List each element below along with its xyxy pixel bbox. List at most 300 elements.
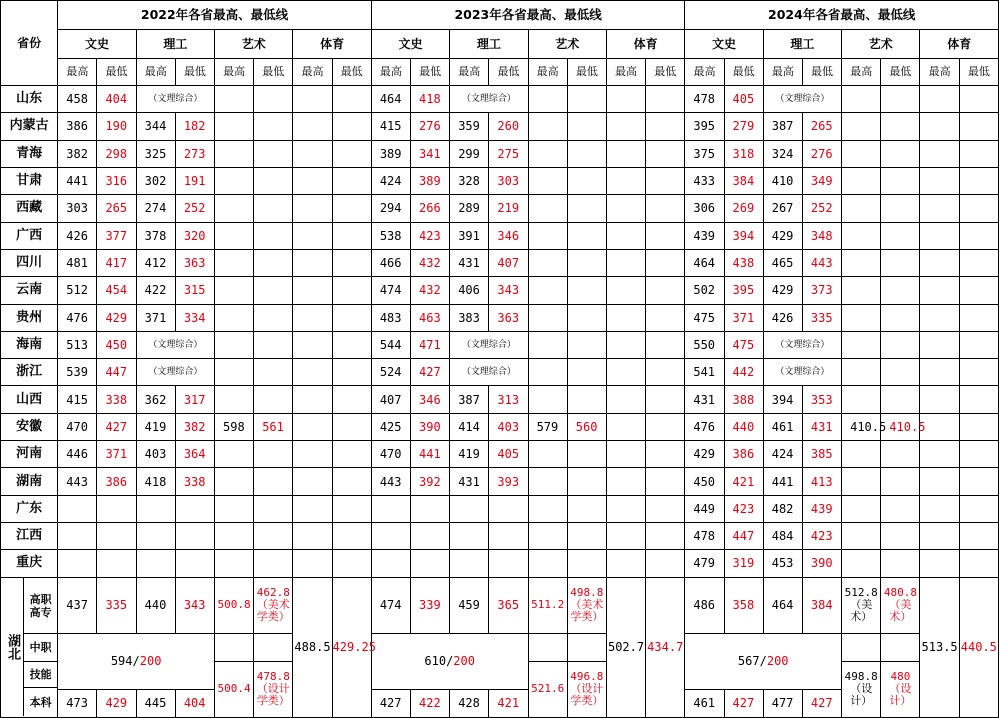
table-cell bbox=[842, 633, 881, 661]
table-cell bbox=[293, 468, 332, 495]
category-header: 理工 bbox=[763, 30, 841, 59]
score-max: 446 bbox=[58, 441, 97, 468]
score-min: 276 bbox=[411, 113, 450, 140]
table-cell bbox=[881, 359, 920, 386]
score-min: 334 bbox=[175, 304, 214, 331]
score-min: 279 bbox=[724, 113, 763, 140]
category-header: 文史 bbox=[371, 30, 449, 59]
table-cell bbox=[136, 495, 175, 522]
table-cell bbox=[959, 167, 998, 194]
score-max: 431 bbox=[685, 386, 724, 413]
score-min: 404 bbox=[175, 689, 214, 717]
table-cell bbox=[842, 195, 881, 222]
province-name: 西藏 bbox=[1, 195, 58, 222]
score-max: 476 bbox=[685, 413, 724, 440]
table-cell bbox=[528, 222, 567, 249]
table-cell bbox=[881, 495, 920, 522]
score-max: 325 bbox=[136, 140, 175, 167]
min-header: 最低 bbox=[97, 59, 136, 86]
table-cell bbox=[528, 523, 567, 550]
score-min: 341 bbox=[411, 140, 450, 167]
table-cell bbox=[959, 441, 998, 468]
table-cell bbox=[215, 633, 254, 661]
table-cell bbox=[606, 195, 645, 222]
score-min: 405 bbox=[724, 86, 763, 113]
table-cell bbox=[293, 495, 332, 522]
table-cell bbox=[254, 331, 293, 358]
score-max: 550 bbox=[685, 331, 724, 358]
score-max: 375 bbox=[685, 140, 724, 167]
score-min: 276 bbox=[802, 140, 841, 167]
score-min: 348 bbox=[802, 222, 841, 249]
table-cell bbox=[920, 495, 959, 522]
score-max: 458 bbox=[58, 86, 97, 113]
min-header: 最低 bbox=[802, 59, 841, 86]
score-min: 252 bbox=[802, 195, 841, 222]
zhongzhi-score bbox=[58, 633, 215, 689]
table-cell bbox=[215, 441, 254, 468]
score-max: 429 bbox=[763, 277, 802, 304]
table-cell bbox=[215, 195, 254, 222]
score-min: 319 bbox=[724, 550, 763, 577]
table-cell bbox=[646, 195, 685, 222]
province-row bbox=[1, 550, 999, 577]
pe-score-max: 502.7 bbox=[606, 577, 645, 717]
score-min: 392 bbox=[411, 468, 450, 495]
zz-max: 567 bbox=[737, 654, 760, 669]
table-cell bbox=[842, 359, 881, 386]
score-max: 391 bbox=[450, 222, 489, 249]
score-max: 470 bbox=[371, 441, 410, 468]
province-row bbox=[1, 386, 999, 413]
score-min: 475 bbox=[724, 331, 763, 358]
table-cell bbox=[606, 386, 645, 413]
score-max: 386 bbox=[58, 113, 97, 140]
combined-note: （文理综合） bbox=[450, 331, 528, 358]
score-max: 598 bbox=[215, 413, 254, 440]
table-cell bbox=[646, 249, 685, 276]
zz-sep: / bbox=[446, 654, 454, 669]
table-cell bbox=[567, 550, 606, 577]
table-cell bbox=[254, 304, 293, 331]
table-cell bbox=[567, 222, 606, 249]
table-cell bbox=[881, 304, 920, 331]
art-score-min: 480.8（美术） bbox=[881, 577, 920, 633]
table-cell bbox=[920, 113, 959, 140]
table-cell bbox=[293, 113, 332, 140]
category-header: 体育 bbox=[293, 30, 371, 59]
table-cell bbox=[881, 222, 920, 249]
score-max: 473 bbox=[58, 689, 97, 717]
table-cell bbox=[528, 195, 567, 222]
hubei-name: 湖北 bbox=[1, 578, 24, 716]
table-cell bbox=[528, 386, 567, 413]
table-cell bbox=[450, 523, 489, 550]
score-min: 427 bbox=[724, 689, 763, 717]
score-min: 265 bbox=[802, 113, 841, 140]
score-min: 427 bbox=[97, 413, 136, 440]
table-cell bbox=[646, 167, 685, 194]
table-cell bbox=[528, 249, 567, 276]
table-cell bbox=[332, 359, 371, 386]
table-cell bbox=[567, 86, 606, 113]
art-score-min: 462.8（美术学类） bbox=[254, 577, 293, 633]
table-cell bbox=[567, 304, 606, 331]
category-header: 艺术 bbox=[215, 30, 293, 59]
table-cell bbox=[215, 386, 254, 413]
score-max: 306 bbox=[685, 195, 724, 222]
table-cell bbox=[254, 277, 293, 304]
province-row bbox=[1, 222, 999, 249]
score-min: 413 bbox=[802, 468, 841, 495]
table-cell bbox=[215, 550, 254, 577]
score-min: 410.5 bbox=[881, 413, 920, 440]
table-cell bbox=[646, 441, 685, 468]
table-cell bbox=[254, 167, 293, 194]
table-cell bbox=[646, 550, 685, 577]
score-min: 343 bbox=[489, 277, 528, 304]
score-max: 464 bbox=[371, 86, 410, 113]
min-header: 最低 bbox=[254, 59, 293, 86]
score-max: 426 bbox=[763, 304, 802, 331]
score-max: 449 bbox=[685, 495, 724, 522]
table-cell bbox=[646, 140, 685, 167]
table-cell bbox=[606, 222, 645, 249]
score-max: 410 bbox=[763, 167, 802, 194]
table-cell bbox=[959, 331, 998, 358]
table-cell bbox=[842, 140, 881, 167]
score-min: 265 bbox=[97, 195, 136, 222]
score-max: 371 bbox=[136, 304, 175, 331]
max-header: 最高 bbox=[215, 59, 254, 86]
table-cell bbox=[58, 495, 97, 522]
table-cell bbox=[567, 113, 606, 140]
score-max: 441 bbox=[58, 167, 97, 194]
table-cell bbox=[646, 304, 685, 331]
table-cell bbox=[567, 523, 606, 550]
province-row bbox=[1, 359, 999, 386]
max-header: 最高 bbox=[58, 59, 97, 86]
table-cell bbox=[881, 195, 920, 222]
table-cell bbox=[567, 633, 606, 661]
table-cell bbox=[567, 167, 606, 194]
table-cell bbox=[920, 331, 959, 358]
combined-note: （文理综合） bbox=[136, 359, 214, 386]
table-cell bbox=[293, 304, 332, 331]
province-row bbox=[1, 304, 999, 331]
pe-score-min: 429.25 bbox=[332, 577, 371, 717]
table-cell bbox=[959, 304, 998, 331]
table-cell bbox=[606, 277, 645, 304]
table-cell bbox=[528, 495, 567, 522]
zz-max: 610 bbox=[424, 654, 447, 669]
score-max: 425 bbox=[371, 413, 410, 440]
zz-min: 200 bbox=[139, 654, 162, 669]
score-min: 371 bbox=[724, 304, 763, 331]
table-cell bbox=[489, 523, 528, 550]
table-cell bbox=[489, 550, 528, 577]
table-cell bbox=[646, 495, 685, 522]
score-min: 315 bbox=[175, 277, 214, 304]
score-min: 390 bbox=[802, 550, 841, 577]
hubei-subcategory: 本科 bbox=[29, 695, 52, 709]
table-cell bbox=[175, 550, 214, 577]
score-min: 316 bbox=[97, 167, 136, 194]
score-max: 477 bbox=[763, 689, 802, 717]
province-name: 河南 bbox=[1, 441, 58, 468]
category-header: 理工 bbox=[450, 30, 528, 59]
art-score-min: 498.8（美术学类） bbox=[567, 577, 606, 633]
score-max: 422 bbox=[136, 277, 175, 304]
score-max: 419 bbox=[136, 413, 175, 440]
table-cell bbox=[920, 249, 959, 276]
table-cell bbox=[959, 113, 998, 140]
score-max: 303 bbox=[58, 195, 97, 222]
province-name: 湖南 bbox=[1, 468, 58, 495]
score-max: 481 bbox=[58, 249, 97, 276]
table-cell bbox=[920, 468, 959, 495]
score-min: 363 bbox=[175, 249, 214, 276]
score-max: 362 bbox=[136, 386, 175, 413]
table-cell bbox=[332, 468, 371, 495]
score-min: 450 bbox=[97, 331, 136, 358]
province-name: 广东 bbox=[1, 495, 58, 522]
header-row-years bbox=[1, 1, 999, 30]
score-min: 191 bbox=[175, 167, 214, 194]
province-name: 山东 bbox=[1, 86, 58, 113]
score-min: 382 bbox=[175, 413, 214, 440]
score-max: 424 bbox=[371, 167, 410, 194]
score-min: 388 bbox=[724, 386, 763, 413]
score-min: 432 bbox=[411, 249, 450, 276]
score-max: 299 bbox=[450, 140, 489, 167]
table-cell bbox=[332, 523, 371, 550]
province-name: 内蒙古 bbox=[1, 113, 58, 140]
table-cell bbox=[881, 86, 920, 113]
min-header: 最低 bbox=[881, 59, 920, 86]
table-cell bbox=[881, 113, 920, 140]
score-min: 439 bbox=[802, 495, 841, 522]
province-name: 青海 bbox=[1, 140, 58, 167]
score-max: 464 bbox=[685, 249, 724, 276]
table-cell bbox=[959, 277, 998, 304]
table-cell bbox=[842, 386, 881, 413]
score-max: 387 bbox=[763, 113, 802, 140]
table-cell bbox=[959, 495, 998, 522]
table-cell bbox=[215, 249, 254, 276]
province-row bbox=[1, 468, 999, 495]
max-header: 最高 bbox=[920, 59, 959, 86]
table-cell bbox=[254, 441, 293, 468]
table-cell bbox=[332, 441, 371, 468]
score-max: 437 bbox=[58, 577, 97, 633]
province-row bbox=[1, 523, 999, 550]
table-cell bbox=[959, 413, 998, 440]
table-cell bbox=[959, 468, 998, 495]
score-max: 539 bbox=[58, 359, 97, 386]
score-min: 377 bbox=[97, 222, 136, 249]
score-max: 439 bbox=[685, 222, 724, 249]
hubei-subcategories bbox=[24, 578, 57, 716]
score-max: 428 bbox=[450, 689, 489, 717]
score-min: 338 bbox=[97, 386, 136, 413]
table-cell bbox=[881, 167, 920, 194]
year-header: 2024年各省最高、最低线 bbox=[685, 1, 999, 30]
table-cell bbox=[293, 222, 332, 249]
table-cell bbox=[567, 195, 606, 222]
score-max: 359 bbox=[450, 113, 489, 140]
score-max: 418 bbox=[136, 468, 175, 495]
table-cell bbox=[920, 222, 959, 249]
score-max: 378 bbox=[136, 222, 175, 249]
min-header: 最低 bbox=[724, 59, 763, 86]
table-cell bbox=[136, 523, 175, 550]
table-cell bbox=[97, 495, 136, 522]
score-min: 373 bbox=[802, 277, 841, 304]
table-cell bbox=[332, 495, 371, 522]
score-max: 328 bbox=[450, 167, 489, 194]
table-cell bbox=[254, 468, 293, 495]
table-cell bbox=[606, 441, 645, 468]
hubei-subcategory: 中职 bbox=[24, 634, 57, 662]
score-max: 470 bbox=[58, 413, 97, 440]
score-min: 417 bbox=[97, 249, 136, 276]
table-cell bbox=[254, 550, 293, 577]
combined-note: （文理综合） bbox=[136, 86, 214, 113]
table-cell bbox=[97, 550, 136, 577]
score-min: 440 bbox=[724, 413, 763, 440]
table-cell bbox=[920, 413, 959, 440]
score-min: 353 bbox=[802, 386, 841, 413]
table-cell bbox=[293, 441, 332, 468]
province-header: 省份 bbox=[1, 1, 58, 86]
score-min: 422 bbox=[411, 689, 450, 717]
table-cell bbox=[646, 331, 685, 358]
table-cell bbox=[606, 550, 645, 577]
score-min: 303 bbox=[489, 167, 528, 194]
table-cell bbox=[646, 386, 685, 413]
table-cell bbox=[646, 222, 685, 249]
combined-note: （文理综合） bbox=[450, 86, 528, 113]
score-max: 541 bbox=[685, 359, 724, 386]
table-cell bbox=[254, 495, 293, 522]
hubei-cell bbox=[1, 577, 58, 717]
table-cell bbox=[567, 359, 606, 386]
zz-min: 200 bbox=[766, 654, 789, 669]
score-min: 427 bbox=[802, 689, 841, 717]
table-cell bbox=[215, 222, 254, 249]
table-cell bbox=[528, 113, 567, 140]
table-cell bbox=[411, 550, 450, 577]
table-cell bbox=[215, 468, 254, 495]
max-header: 最高 bbox=[763, 59, 802, 86]
table-cell bbox=[528, 304, 567, 331]
score-max: 426 bbox=[58, 222, 97, 249]
score-max: 443 bbox=[58, 468, 97, 495]
score-max: 414 bbox=[450, 413, 489, 440]
score-max: 466 bbox=[371, 249, 410, 276]
table-cell bbox=[881, 633, 920, 661]
art-score-max: 521.6 bbox=[528, 661, 567, 717]
score-min: 393 bbox=[489, 468, 528, 495]
score-min: 471 bbox=[411, 331, 450, 358]
table-cell bbox=[881, 441, 920, 468]
table-cell bbox=[293, 413, 332, 440]
table-cell bbox=[371, 550, 410, 577]
score-max: 431 bbox=[450, 249, 489, 276]
table-cell bbox=[528, 468, 567, 495]
table-cell bbox=[528, 633, 567, 661]
table-cell bbox=[332, 249, 371, 276]
score-max: 476 bbox=[58, 304, 97, 331]
table-cell bbox=[959, 386, 998, 413]
min-header: 最低 bbox=[646, 59, 685, 86]
score-min: 318 bbox=[724, 140, 763, 167]
table-cell bbox=[528, 140, 567, 167]
table-cell bbox=[371, 495, 410, 522]
score-max: 502 bbox=[685, 277, 724, 304]
table-cell bbox=[920, 195, 959, 222]
score-min: 365 bbox=[489, 577, 528, 633]
table-cell bbox=[528, 86, 567, 113]
score-min: 338 bbox=[175, 468, 214, 495]
table-cell bbox=[332, 331, 371, 358]
max-header: 最高 bbox=[606, 59, 645, 86]
score-max: 415 bbox=[371, 113, 410, 140]
table-cell bbox=[332, 386, 371, 413]
score-min: 190 bbox=[97, 113, 136, 140]
table-cell bbox=[920, 359, 959, 386]
table-cell bbox=[959, 195, 998, 222]
min-header: 最低 bbox=[959, 59, 998, 86]
score-min: 384 bbox=[724, 167, 763, 194]
table-cell bbox=[842, 277, 881, 304]
score-min: 385 bbox=[802, 441, 841, 468]
score-max: 484 bbox=[763, 523, 802, 550]
table-cell bbox=[567, 468, 606, 495]
table-cell bbox=[215, 277, 254, 304]
table-cell bbox=[920, 386, 959, 413]
table-cell bbox=[528, 550, 567, 577]
pe-score-min: 434.7 bbox=[646, 577, 685, 717]
table-cell bbox=[842, 331, 881, 358]
score-min: 335 bbox=[97, 577, 136, 633]
table-cell bbox=[959, 222, 998, 249]
max-header: 最高 bbox=[528, 59, 567, 86]
province-row bbox=[1, 86, 999, 113]
province-row bbox=[1, 167, 999, 194]
province-name: 贵州 bbox=[1, 304, 58, 331]
score-max: 294 bbox=[371, 195, 410, 222]
art-score-max: 511.2 bbox=[528, 577, 567, 633]
art-score-max: 498.8（设计） bbox=[842, 661, 881, 717]
table-cell bbox=[842, 113, 881, 140]
score-max: 461 bbox=[685, 689, 724, 717]
score-min: 432 bbox=[411, 277, 450, 304]
zz-min: 200 bbox=[453, 654, 475, 669]
score-max: 410.5 bbox=[842, 413, 881, 440]
province-name: 海南 bbox=[1, 331, 58, 358]
art-score-min: 496.8（设计学类） bbox=[567, 661, 606, 717]
table-cell bbox=[254, 86, 293, 113]
hubei-row-zhongzhi bbox=[1, 633, 999, 661]
table-cell bbox=[567, 249, 606, 276]
table-cell bbox=[215, 113, 254, 140]
hubei-subcategory: 技能 bbox=[24, 662, 57, 688]
score-min: 346 bbox=[411, 386, 450, 413]
score-max: 427 bbox=[371, 689, 410, 717]
score-min: 403 bbox=[489, 413, 528, 440]
